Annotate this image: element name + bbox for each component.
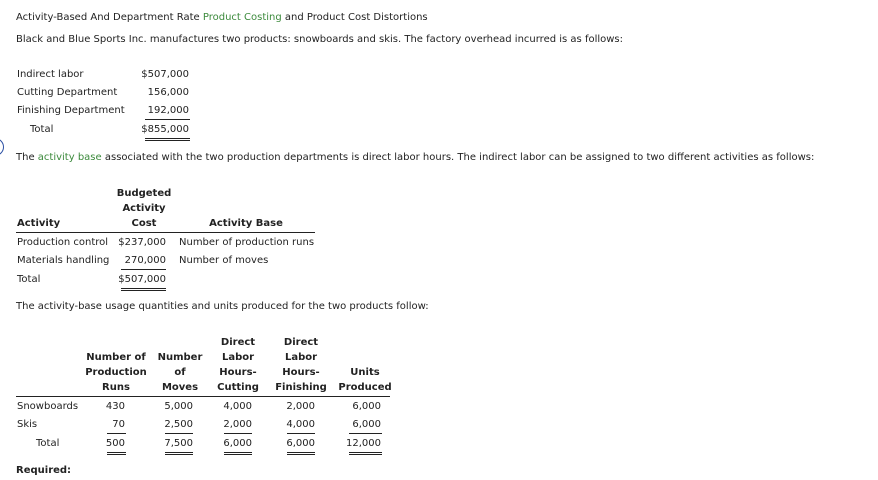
usage-row-label: Skis [17, 419, 38, 430]
total-double-rule [349, 452, 382, 455]
usage-cell: 2,500 [164, 419, 193, 430]
usage-cell: 6,000 [352, 419, 381, 430]
scroll-marker-icon[interactable] [0, 138, 4, 156]
activity-paragraph [16, 152, 814, 163]
activity-total-cost: $507,000 [118, 274, 166, 285]
activity-para-suffix: associated with the two production departments is direct labor hours. The indirect labor can be assigned to two different activities as follows: [101, 152, 815, 163]
activity-base: Number of production runs [179, 237, 315, 248]
activity-name: Materials handling [17, 255, 110, 266]
usage-row-label: Snowboards [17, 401, 79, 412]
subtotal-rule [121, 269, 166, 270]
overhead-total-label: Total [30, 124, 54, 135]
total-double-rule [107, 452, 126, 455]
usage-cell: 430 [105, 401, 125, 412]
usage-header-line: Produced [338, 382, 392, 393]
header-cost-line: Cost [131, 218, 157, 229]
usage-cell: 2,000 [223, 419, 252, 430]
usage-cell: 2,000 [286, 401, 315, 412]
usage-cell: 6,000 [352, 401, 381, 412]
usage-header-line: Number [157, 352, 203, 363]
usage-total-cell: 7,500 [164, 438, 193, 449]
usage-total-label: Total [36, 438, 60, 449]
activity-base: Number of moves [179, 255, 269, 266]
overhead-value: 192,000 [147, 105, 189, 116]
usage-total-cell: 12,000 [346, 438, 381, 449]
required-heading: Required: [16, 465, 72, 476]
usage-header-line: of [174, 367, 186, 378]
header-cost-line: Activity [122, 203, 166, 214]
activity-name: Production control [17, 237, 109, 248]
usage-paragraph: The activity-base usage quantities and units produced for the two products follow: [16, 301, 429, 312]
page-title [16, 12, 428, 23]
usage-total-cell: 6,000 [286, 438, 315, 449]
activity-cost: $237,000 [118, 237, 166, 248]
usage-total-cell: 500 [105, 438, 125, 449]
usage-header-line: Labor [284, 352, 318, 363]
product-costing-link[interactable]: Product Costing [202, 12, 282, 23]
title-prefix: Activity-Based And Department Rate [16, 12, 203, 23]
usage-cell: 5,000 [164, 401, 193, 412]
total-double-rule [287, 452, 315, 455]
usage-header-line: Runs [102, 382, 130, 393]
subtotal-rule [287, 433, 315, 434]
usage-header-line: Number of [86, 352, 146, 363]
header-activity-base: Activity Base [209, 218, 283, 229]
usage-header-line: Finishing [275, 382, 327, 393]
usage-header-line: Cutting [217, 382, 259, 393]
subtotal-rule [107, 433, 126, 434]
usage-cell: 70 [112, 419, 125, 430]
activity-cost: 270,000 [124, 255, 166, 266]
activity-base-link[interactable]: activity base [37, 152, 102, 163]
overhead-value: $507,000 [141, 69, 189, 80]
subtotal-rule [224, 433, 252, 434]
usage-header-line: Units [350, 367, 380, 378]
subtotal-rule [349, 433, 382, 434]
usage-cell: 4,000 [286, 419, 315, 430]
usage-cell: 4,000 [223, 401, 252, 412]
total-double-rule [224, 452, 252, 455]
usage-header-line: Hours- [282, 367, 320, 378]
title-suffix: and Product Cost Distortions [281, 12, 428, 23]
total-double-rule [121, 288, 166, 291]
usage-header-line: Direct [283, 337, 319, 348]
usage-header-line: Labor [221, 352, 255, 363]
usage-header-line: Hours- [219, 367, 257, 378]
overhead-label: Cutting Department [17, 87, 118, 98]
usage-header-line: Production [85, 367, 147, 378]
overhead-value: 156,000 [147, 87, 189, 98]
overhead-total-value: $855,000 [141, 124, 189, 135]
header-rule [16, 232, 315, 233]
usage-header-line: Direct [220, 337, 256, 348]
header-rule [16, 396, 390, 397]
total-double-rule [145, 138, 190, 141]
subtotal-rule [165, 433, 193, 434]
usage-total-cell: 6,000 [223, 438, 252, 449]
overhead-label: Finishing Department [17, 105, 125, 116]
activity-para-prefix: The [16, 152, 38, 163]
intro-text: Black and Blue Sports Inc. manufactures two products: snowboards and skis. The factory overhead incurred is as follows: [16, 34, 624, 45]
overhead-label: Indirect labor [17, 69, 84, 80]
activity-total-label: Total [17, 274, 41, 285]
usage-header-line: Moves [161, 382, 199, 393]
header-activity: Activity [17, 218, 61, 229]
total-double-rule [165, 452, 193, 455]
header-cost-line: Budgeted [116, 188, 172, 199]
subtotal-rule [145, 119, 190, 120]
